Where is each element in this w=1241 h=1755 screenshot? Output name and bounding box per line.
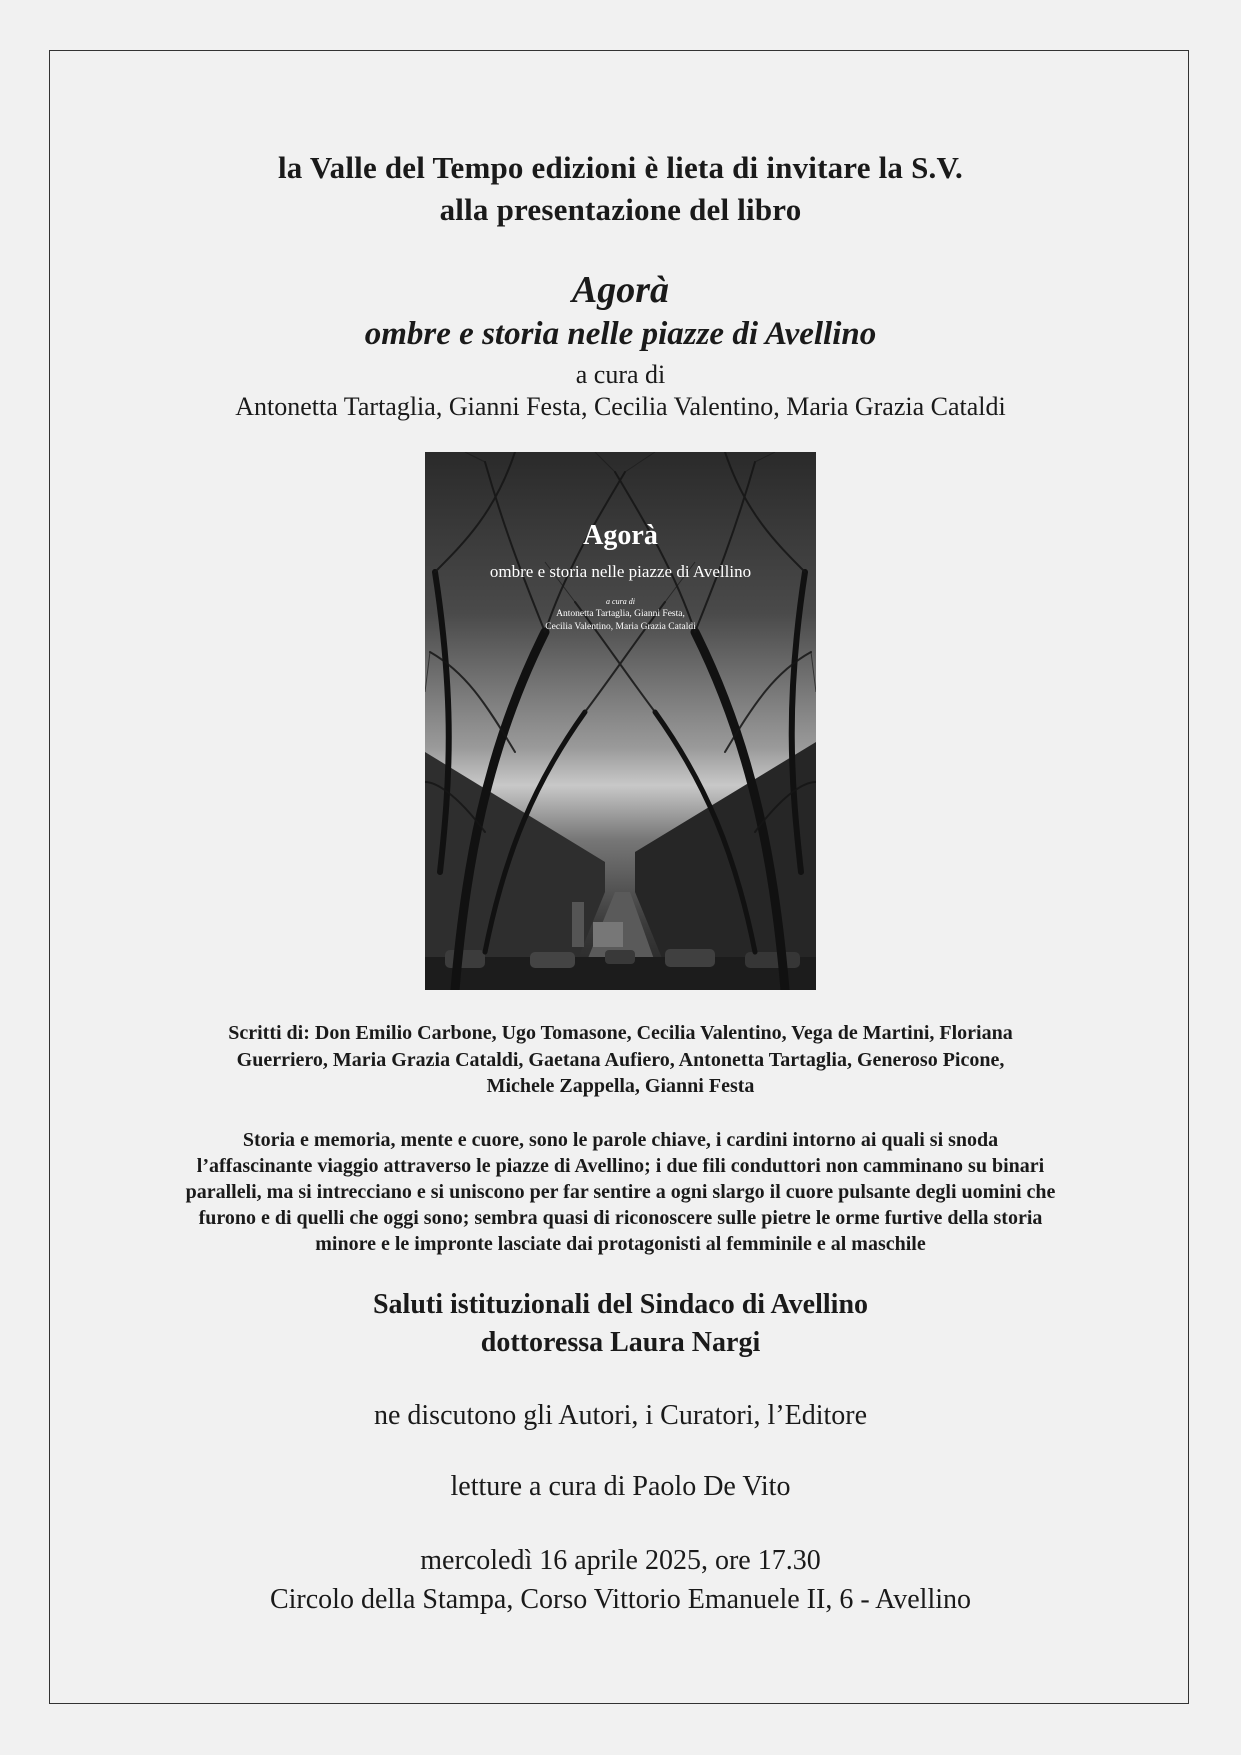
book-subtitle: ombre e storia nelle piazze di Avellino (364, 316, 877, 352)
writers-line-2: Guerriero, Maria Grazia Cataldi, Gaetana Aufiero, Antonetta Tartaglia, Generoso Picone, (236, 1049, 1005, 1071)
discussion-line: ne discutono gli Autori, i Curatori, l’Editore (373, 1400, 868, 1431)
greetings-line-2: dottoressa Laura Nargi (480, 1327, 761, 1358)
greetings-line-1: Saluti istituzionali del Sindaco di Avellino (372, 1289, 869, 1320)
writers-line-1: Scritti di: Don Emilio Carbone, Ugo Tomasone, Cecilia Valentino, Vega de Martini, Floriana (228, 1022, 1013, 1044)
cover-subtitle: ombre e storia nelle piazze di Avellino (489, 562, 752, 581)
description-line-4: furono e di quelli che oggi sono; sembra quasi di riconoscere sulle pietre le orme furtive della storia (198, 1207, 1043, 1229)
cover-title: Agorà (583, 520, 658, 551)
event-venue: Circolo della Stampa, Corso Vittorio Emanuele II, 6 - Avellino (269, 1584, 972, 1615)
readings-line: letture a cura di Paolo De Vito (450, 1471, 791, 1502)
description-line-1: Storia e memoria, mente e cuore, sono le parole chiave, i cardini intorno ai quali si snoda (242, 1129, 999, 1151)
cover-curated-by: a cura di (606, 597, 635, 606)
book-title: Agorà (571, 269, 670, 311)
curated-by-label: a cura di (575, 360, 666, 389)
curators-list: Antonetta Tartaglia, Gianni Festa, Cecilia Valentino, Maria Grazia Cataldi (235, 392, 1006, 421)
cover-authors (425, 608, 816, 634)
description-line-5: minore e le impronte lasciate dai protagonisti al femminile e al maschile (315, 1233, 926, 1255)
cover-authors-line-2: Cecilia Valentino, Maria Grazia Cataldi (545, 622, 696, 632)
book-cover-image (425, 452, 816, 990)
description-line-2: l’affascinante viaggio attraverso le piazze di Avellino; i due fili conduttori non camminano su binari (196, 1155, 1045, 1177)
cover-authors-line-1: Antonetta Tartaglia, Gianni Festa, (556, 609, 685, 619)
invite-line-2: alla presentazione del libro (439, 192, 802, 227)
description-line-3: paralleli, ma si intrecciano e si uniscono per far sentire a ogni slargo il cuore pulsante degli uomini che (185, 1181, 1056, 1203)
writers-line-3: Michele Zappella, Gianni Festa (486, 1075, 755, 1097)
event-datetime: mercoledì 16 aprile 2025, ore 17.30 (420, 1545, 821, 1576)
invite-line-1: la Valle del Tempo edizioni è lieta di invitare la S.V. (277, 150, 964, 185)
